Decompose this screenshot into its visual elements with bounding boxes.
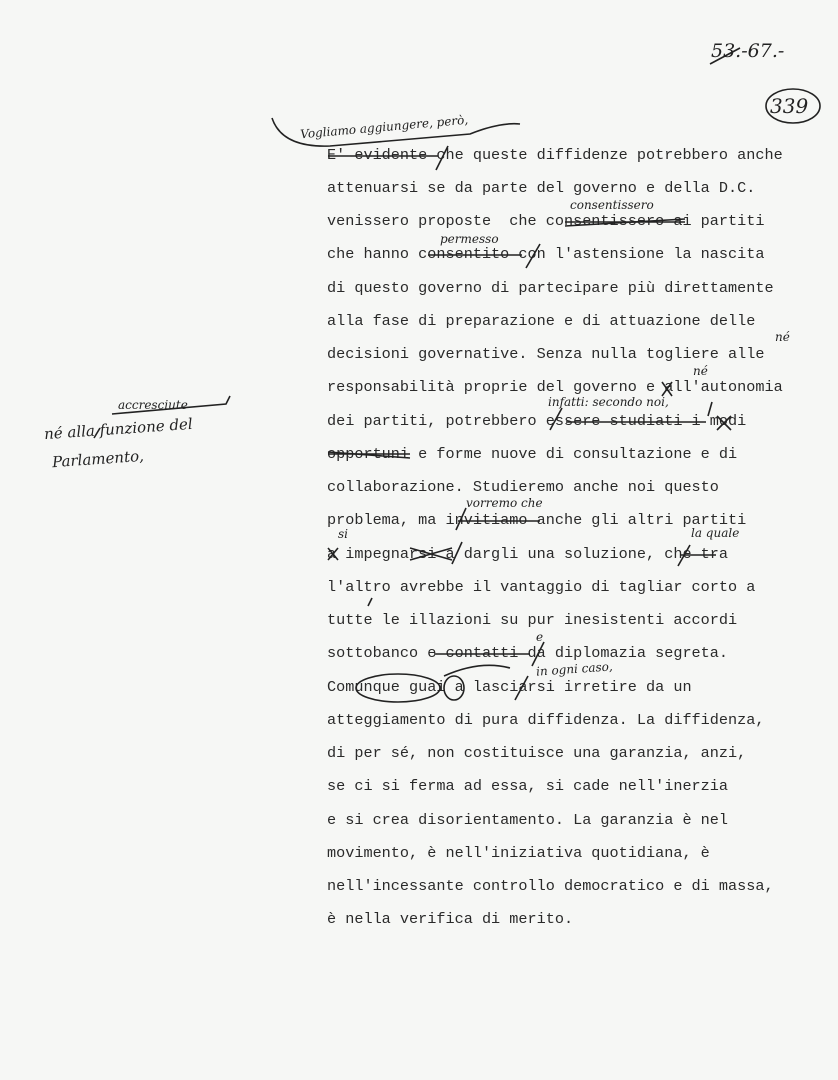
handwritten-insertion-infatti: infatti: secondo noi, — [548, 395, 669, 409]
typed-line: dei partiti, potrebbero essere studiati i modi — [327, 412, 747, 430]
typed-line: sottobanco e contatti da diplomazia segreta. — [327, 644, 729, 662]
typed-line: movimento, è nell'iniziativa quotidiana, è — [327, 844, 710, 862]
typed-line: è nella verifica di merito. — [327, 910, 574, 928]
typed-line: responsabilità proprie del governo e all'autonomia — [327, 378, 783, 396]
typed-line: nell'incessante controllo democratico e di massa, — [327, 877, 774, 895]
typed-line: di per sé, non costituisce una garanzia, anzi, — [327, 744, 747, 762]
typed-line: problema, ma invitiamo anche gli altri partiti — [327, 511, 747, 529]
handwritten-insertion-ne-1: né — [775, 330, 790, 344]
handwritten-insertion-la-quale: la quale — [691, 526, 740, 540]
typed-line: attenuarsi se da parte del governo e della D.C. — [327, 179, 756, 197]
handwritten-insertion-in-ogni-caso: in ogni caso, — [535, 659, 614, 679]
typed-line: tutte le illazioni su pur inesistenti accordi — [327, 611, 738, 629]
typed-line: Comunque guai a lasciarsi irretire da un — [327, 678, 692, 696]
typed-line: collaborazione. Studieremo anche noi questo — [327, 478, 719, 496]
typed-line: a impegnarsi a dargli una soluzione, che tra — [327, 545, 729, 563]
typed-line: alla fase di preparazione e di attuazione delle — [327, 312, 756, 330]
margin-note-line-2: Parlamento, — [51, 446, 145, 472]
page-number: 339 — [770, 94, 809, 118]
scribble-mark — [444, 665, 510, 676]
typed-line: opportuni e forme nuove di consultazione e di — [327, 445, 738, 463]
handwritten-insertion-vogliamo: Vogliamo aggiungere, però, — [299, 112, 469, 142]
handwritten-insertion-ne-2: né — [693, 364, 708, 378]
typed-line: l'altro avrebbe il vantaggio di tagliar corto a — [327, 578, 756, 596]
typed-line: e si crea disorientamento. La garanzia è nel — [327, 811, 729, 829]
margin-note-line-1: né alla funzione del — [43, 414, 194, 444]
handwritten-insertion-consentissero: consentissero — [570, 198, 654, 212]
typed-line: di questo governo di partecipare più direttamente — [327, 279, 774, 297]
handwritten-insertion-si: si — [338, 527, 348, 541]
typed-line: se ci si ferma ad essa, si cade nell'inerzia — [327, 777, 729, 795]
typed-line: E' evidente che queste diffidenze potrebbero anche — [327, 146, 783, 164]
comma-mark — [368, 598, 372, 606]
margin-note-accresciute: accresciute — [118, 398, 188, 412]
page-number-stamp — [764, 86, 822, 126]
handwritten-insertion-e: e — [536, 630, 544, 644]
typed-line: decisioni governative. Senza nulla togliere alle — [327, 345, 765, 363]
handwritten-insertion-permesso: permesso — [440, 232, 499, 246]
typed-line: che hanno consentito con l'astensione la nascita — [327, 245, 765, 263]
typed-line: venissero proposte che consentissero ai partiti — [327, 212, 765, 230]
folio-number: 53.-67.- — [711, 40, 785, 62]
handwritten-insertion-vorremo: vorremo che — [466, 496, 543, 510]
typed-line: atteggiamento di pura diffidenza. La diffidenza, — [327, 711, 765, 729]
